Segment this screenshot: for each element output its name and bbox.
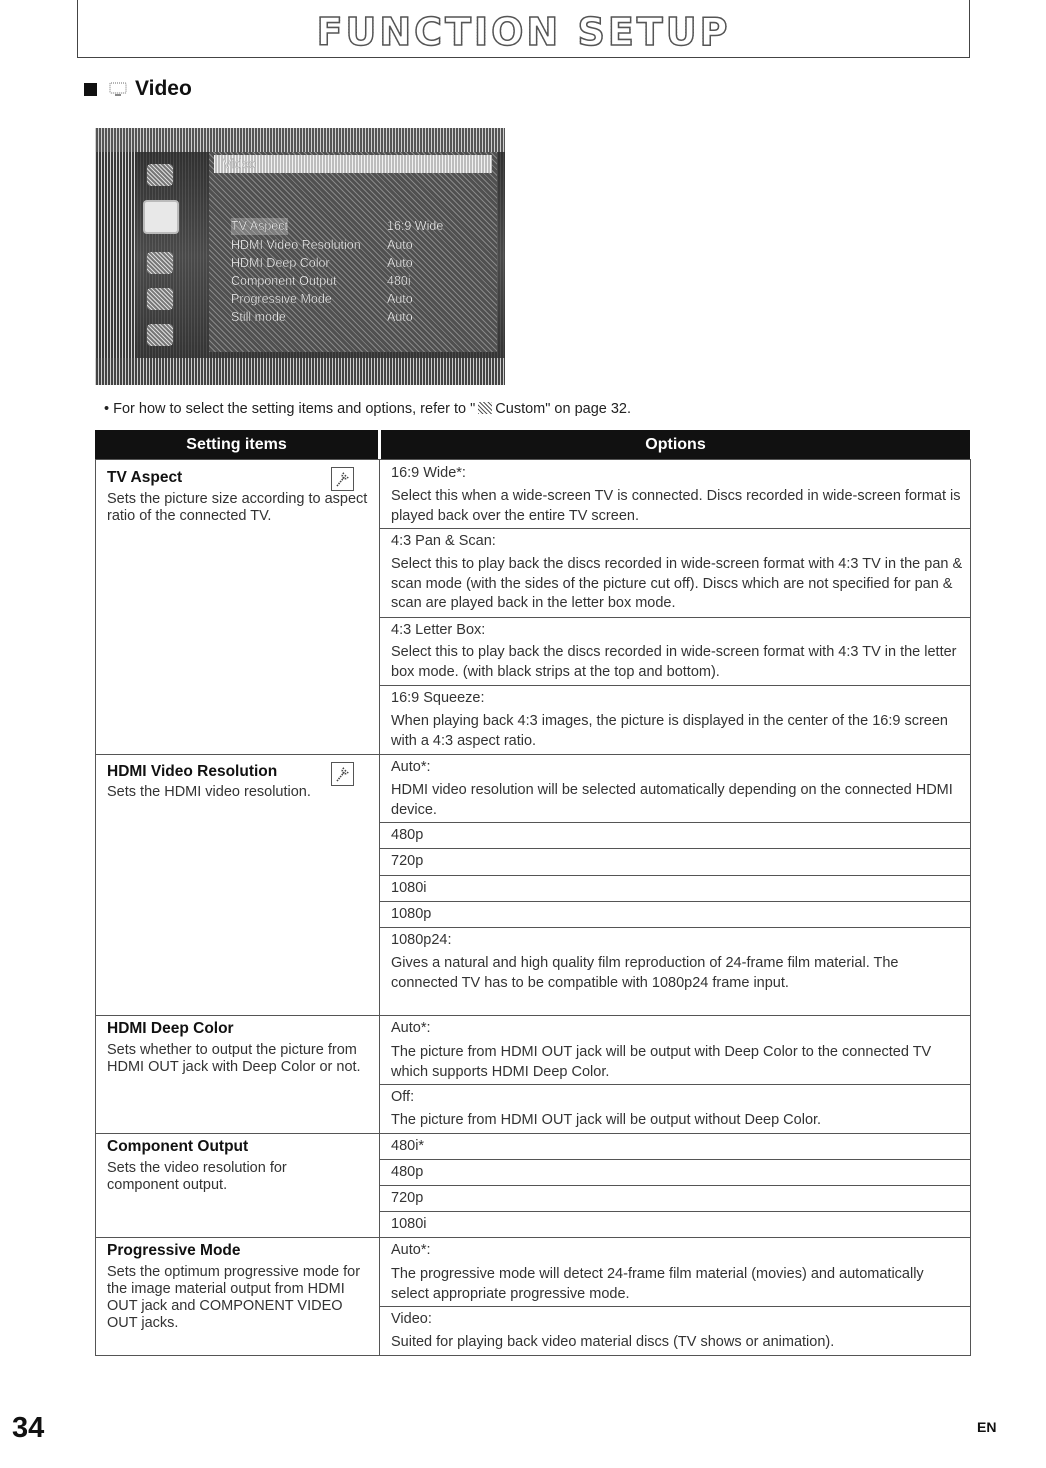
menu-row: TV Aspect 16:9 Wide bbox=[231, 219, 444, 233]
option-label: 1080p24: bbox=[391, 932, 452, 948]
option-desc: Suited for playing back video material discs (TV shows or animation). bbox=[391, 1334, 835, 1350]
option-desc: The progressive mode will detect 24-frame film material (movies) and automatically select appropriate progressive mode. bbox=[391, 1266, 924, 1302]
option-label: Video: bbox=[391, 1311, 432, 1327]
option-label: 1080i bbox=[391, 880, 427, 896]
option-desc: HDMI video resolution will be selected automatically depending on the connected HDMI device. bbox=[391, 782, 953, 818]
wrench-icon bbox=[331, 467, 354, 491]
option-label: 16:9 Squeeze: bbox=[391, 690, 485, 706]
option-desc: When playing back 4:3 images, the picture is displayed in the center of the 16:9 screen with a 4:3 aspect ratio. bbox=[391, 713, 948, 749]
tv-icon bbox=[109, 82, 127, 97]
page-number: 34 bbox=[12, 1412, 45, 1444]
disc-icon bbox=[147, 164, 173, 186]
item-title-hdmi-video-resolution: HDMI Video Resolution bbox=[107, 763, 278, 780]
option-label: 16:9 Wide*: bbox=[391, 465, 466, 481]
setup-menu-screenshot bbox=[95, 128, 505, 385]
option-label: 4:3 Letter Box: bbox=[391, 622, 486, 638]
section-title: Video bbox=[135, 77, 192, 100]
settings-icon bbox=[147, 324, 173, 346]
option-label: Auto*: bbox=[391, 1020, 431, 1036]
square-bullet-icon bbox=[84, 83, 97, 96]
option-label: 480p bbox=[391, 827, 424, 843]
menu-row: Still mode Auto bbox=[231, 310, 413, 324]
option-label: 4:3 Pan & Scan: bbox=[391, 533, 496, 549]
column-header-setting-items: Setting items bbox=[95, 430, 378, 459]
option-label: Auto*: bbox=[391, 1242, 431, 1258]
menu-row: HDMI Deep Color Auto bbox=[231, 256, 413, 270]
option-label: 1080p bbox=[391, 906, 432, 922]
section-heading bbox=[84, 75, 192, 103]
item-desc-hdmi-deep-color: Sets whether to output the picture from HDMI OUT jack with Deep Color or not. bbox=[107, 1042, 361, 1075]
menu-icon-column bbox=[135, 152, 185, 385]
item-title-progressive-mode: Progressive Mode bbox=[107, 1242, 241, 1259]
item-desc-tv-aspect: Sets the picture size according to aspect ratio of the connected TV. bbox=[107, 491, 368, 524]
option-label: 480i* bbox=[391, 1138, 425, 1154]
wrench-icon bbox=[331, 762, 354, 786]
menu-row: HDMI Video Resolution Auto bbox=[231, 238, 413, 252]
option-desc: The picture from HDMI OUT jack will be output with Deep Color to the connected TV which supports HDMI Deep Color. bbox=[391, 1044, 932, 1080]
speaker-icon bbox=[147, 252, 173, 274]
page-title: FUNCTION SETUP bbox=[78, 10, 969, 54]
menu-row: Component Output 480i bbox=[231, 274, 411, 288]
item-title-hdmi-deep-color: HDMI Deep Color bbox=[107, 1020, 234, 1037]
option-desc: Select this to play back the discs recorded in wide-screen format with 4:3 TV in the pan & scan mode (with the sides of the picture cut off). Discs which are not specified for pan & scan are played back in the letter box mode. bbox=[391, 556, 963, 611]
reference-note: • For how to select the setting items and options, refer to " Custom" on page 32. bbox=[104, 401, 632, 417]
option-label: 720p bbox=[391, 1190, 424, 1206]
option-label: Off: bbox=[391, 1089, 415, 1105]
option-desc: Select this when a wide-screen TV is connected. Discs recorded in wide-screen format is played back over the entire TV screen. bbox=[391, 488, 961, 524]
item-title-tv-aspect: TV Aspect bbox=[107, 469, 183, 486]
item-desc-component-output: Sets the video resolution for component output. bbox=[107, 1160, 287, 1193]
custom-tool-icon bbox=[478, 402, 492, 414]
lock-icon bbox=[147, 288, 173, 310]
column-header-options: Options bbox=[381, 430, 970, 459]
item-title-component-output: Component Output bbox=[107, 1138, 249, 1155]
menu-title: Video bbox=[223, 156, 257, 171]
option-label: 720p bbox=[391, 853, 424, 869]
tv-icon bbox=[143, 200, 179, 234]
item-desc-progressive-mode: Sets the optimum progressive mode for the image material output from HDMI OUT jack and COMPONENT VIDEO OUT jacks. bbox=[107, 1264, 361, 1331]
option-label: Auto*: bbox=[391, 759, 431, 775]
language-code: EN bbox=[977, 1419, 997, 1435]
option-label: 1080i bbox=[391, 1216, 427, 1232]
option-desc: The picture from HDMI OUT jack will be output without Deep Color. bbox=[391, 1112, 822, 1128]
header-frame bbox=[77, 0, 970, 58]
menu-row: Progressive Mode Auto bbox=[231, 292, 413, 306]
option-desc: Gives a natural and high quality film reproduction of 24-frame film material. The connected TV has to be compatible with 1080p24 frame input. bbox=[391, 955, 899, 991]
option-desc: Select this to play back the discs recorded in wide-screen format with 4:3 TV in the letter box mode. (with black strips at the top and bottom). bbox=[391, 644, 957, 680]
option-label: 480p bbox=[391, 1164, 424, 1180]
item-desc-hdmi-video-resolution: Sets the HDMI video resolution. bbox=[107, 784, 311, 800]
